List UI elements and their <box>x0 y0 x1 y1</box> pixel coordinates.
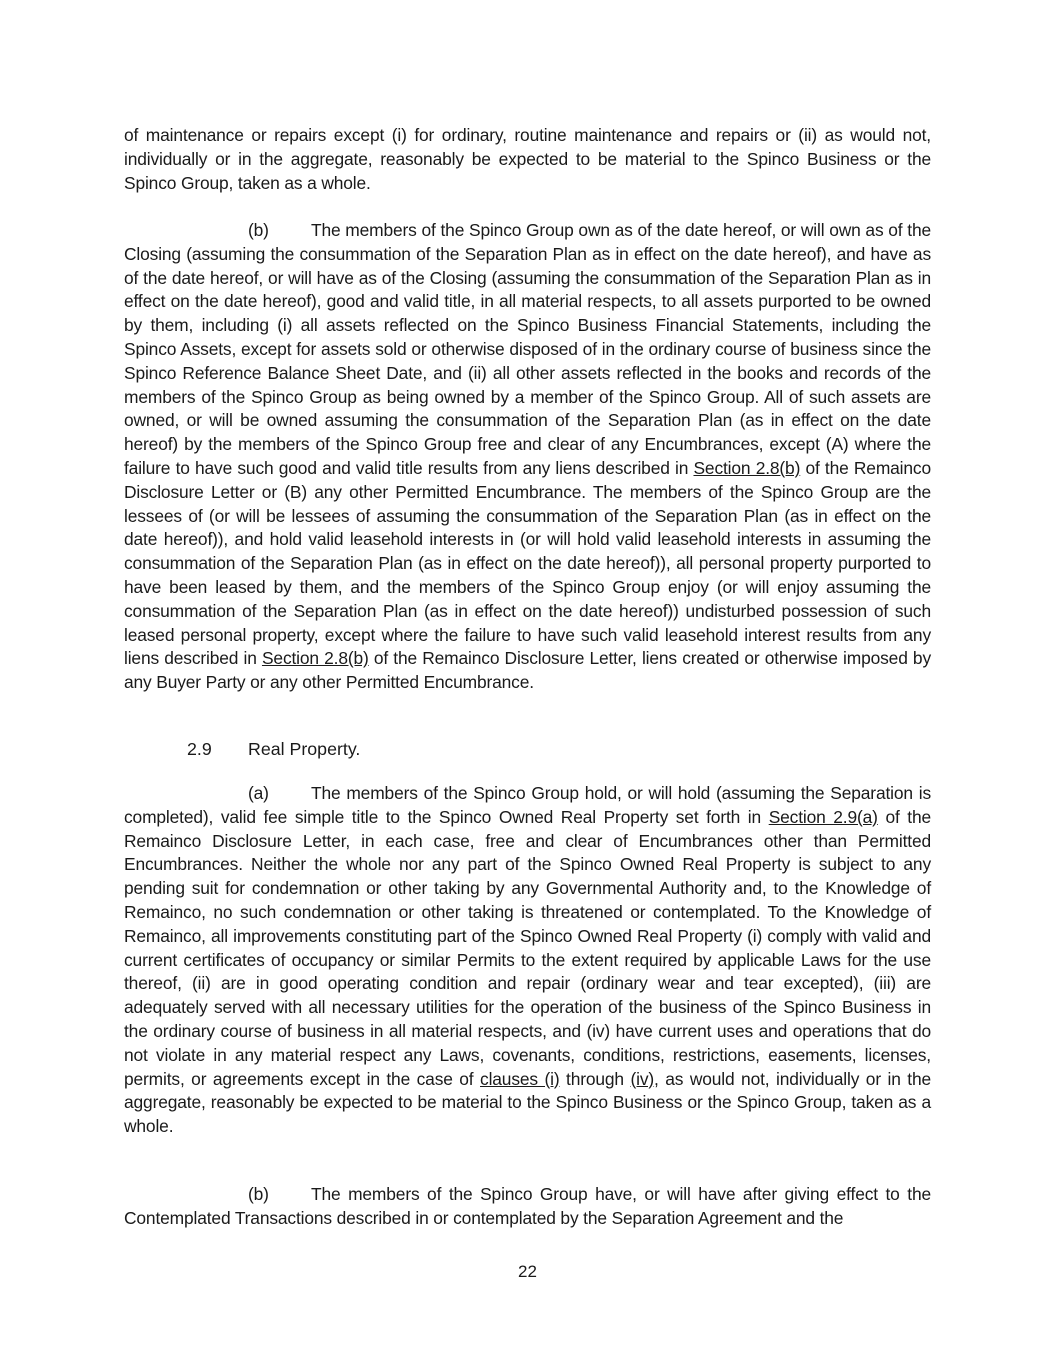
section-2-9-title: Real Property. <box>248 739 361 759</box>
clauses-i-reference: clauses (i) <box>480 1068 560 1089</box>
paragraph-2-9-a-text-3: through <box>566 1068 624 1089</box>
clause-iv-reference: (iv) <box>630 1068 655 1089</box>
paragraph-2-8-b <box>124 219 931 695</box>
paragraph-2-9-b-label: (b) <box>248 1184 269 1204</box>
section-2-9-number: 2.9 <box>187 739 212 759</box>
paragraph-intro <box>124 124 931 195</box>
paragraph-2-9-a <box>124 782 931 1139</box>
paragraph-2-8-b-label: (b) <box>248 220 269 240</box>
paragraph-2-8-b-text-2: of the Remainco Disclosure Letter or (B) any other Permitted Encumbrance. The members of the Spinco Group are the lessees of (or will be lessees of assuming the consummation of the Separation Plan (as in effect on the date hereof)), and hold valid leasehold interests in (or will hold valid leasehold interests in assuming the consummation of the Separation Plan (as in effect on the date hereof)), all personal property purported to have been leased by them, and the members of the Spinco Group enjoy (or will enjoy assuming the consummation of the Separation Plan (as in effect on the date hereof)) undisturbed possession of such leased personal property, except where the failure to have such valid leasehold interest results from any liens described in <box>124 457 931 669</box>
section-2-8-b-reference-1: Section 2.8(b) <box>693 457 801 478</box>
paragraph-2-9-b <box>124 1183 931 1231</box>
section-2-9-a-reference: Section 2.9(a) <box>768 806 878 827</box>
section-2-8-b-reference-2: Section 2.8(b) <box>261 648 369 669</box>
paragraph-2-9-a-text-1: The members of the Spinco Group hold, or will hold (assuming the Separation is completed), valid fee simple title to the Spinco Owned Real Property set forth in <box>124 783 931 827</box>
page-number: 22 <box>518 1262 537 1281</box>
paragraph-2-9-a-text-4: , as would not, individually or in the aggregate, reasonably be expected to be material to the Spinco Business or the Spinco Group, taken as a whole. <box>124 1068 931 1137</box>
section-2-9-heading <box>187 738 360 762</box>
paragraph-2-8-b-text-1: The members of the Spinco Group own as of the date hereof, or will own as of the Closing (assuming the consummation of the Separation Plan as in effect on the date hereof), and have as of the date hereof, or will have as of the Closing (assuming the consummation of the Separation Plan as in effect on the date hereof), good and valid title, in all material respects, to all assets purported to be owned by them, including (i) all assets reflected on the Spinco Business Financial Statements, including the Spinco Assets, except for assets sold or otherwise disposed of in the ordinary course of business since the Spinco Reference Balance Sheet Date, and (ii) all other assets reflected in the books and records of the members of the Spinco Group as being owned by a member of the Spinco Group. All of such assets are owned, or will be owned assuming the consummation of the Separation Plan (as in effect on the date hereof) by the members of the Spinco Group free and clear of any Encumbrances, except (A) where the failure to have such good and valid title results from any liens described in <box>124 220 931 478</box>
paragraph-2-9-b-text-1: The members of the Spinco Group have, or will have after giving effect to the Contemplated Transactions described in or contemplated by the Separation Agreement and the <box>124 1184 931 1228</box>
paragraph-2-9-a-text-2: of the Remainco Disclosure Letter, in each case, free and clear of Encumbrances other than Permitted Encumbrances. Neither the whole nor any part of the Spinco Owned Real Property is subject to any pending suit for condemnation or other taking by any Governmental Authority and, to the Knowledge of Remainco, no such condemnation or other taking is threatened or contemplated. To the Knowledge of Remainco, all improvements constituting part of the Spinco Owned Real Property (i) comply with valid and current certificates of occupancy or similar Permits to the extent required by applicable Laws for the use thereof, (ii) are in good operating condition and repair (ordinary wear and tear excepted), (iii) are adequately served with all necessary utilities for the operation of the business of the Spinco Business in the ordinary course of business in all material respects, and (iv) have current uses and operations that do not violate in any material respect any Laws, covenants, conditions, restrictions, easements, licenses, permits, or agreements except in the case of <box>124 806 932 1089</box>
paragraph-intro-text: of maintenance or repairs except (i) for ordinary, routine maintenance and repairs or (ii) as would not, individually or in the aggregate, reasonably be expected to be material to the Spinco Business or the Spinco Group, taken as a whole. <box>124 125 931 193</box>
paragraph-2-8-b-text-3: of the Remainco Disclosure Letter, liens created or otherwise imposed by any Buyer Party or any other Permitted Encumbrance. <box>124 648 931 693</box>
paragraph-2-9-a-label: (a) <box>248 783 269 803</box>
